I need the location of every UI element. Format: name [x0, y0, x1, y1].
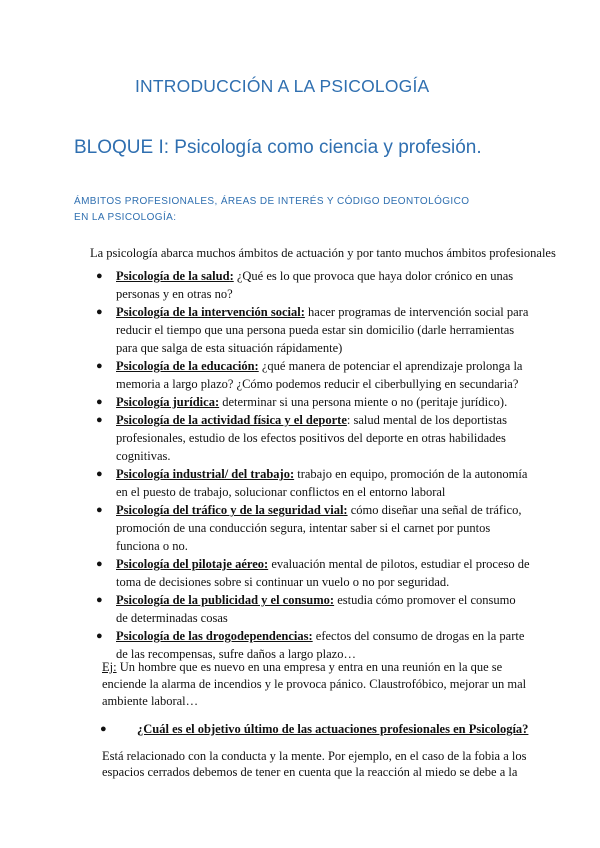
field-description: efectos del consumo de drogas en la parte de las recompensas, sufre daños a largo plazo…	[116, 629, 525, 662]
field-term: Psicología de la actividad física y el deporte	[116, 413, 347, 428]
list-item	[98, 556, 530, 592]
list-item	[98, 502, 530, 555]
field-description: determinar si una persona miente o no (peritaje jurídico).	[219, 395, 508, 410]
field-term: Psicología de las drogodependencias	[116, 629, 309, 644]
list-item	[98, 592, 530, 628]
field-term: Psicología jurídica	[116, 395, 215, 410]
field-term: Psicología de la salud	[116, 269, 230, 283]
section-heading	[74, 194, 474, 226]
bullet-icon: ●	[96, 468, 103, 481]
field-description: hacer programas de intervención social para reducir el tiempo que una persona pueda estar sin domicilio (darle herramientas para que salga de esta situación rápidamente)	[116, 305, 529, 355]
field-term: Psicología del tráfico y de la seguridad vial	[116, 503, 344, 518]
list-item	[98, 394, 530, 412]
example-text: Un hombre que es nuevo en una empresa y entra en una reunión en la que se enciende la alarma de incendios y le provoca pánico. Claustrofóbico, mejorar un mal ambiente laboral…	[102, 660, 527, 708]
field-description: cómo diseñar una señal de tráfico, promoción de una conducción segura, intentar saber si el carnet por puntos funciona o no.	[116, 503, 522, 553]
answer-paragraph: Está relacionado con la conducta y la mente. Por ejemplo, en el caso de la fobia a los espacios cerrados debemos de tener en cuenta que la reacción al miedo se debe a la	[102, 749, 527, 779]
field-term: Psicología del pilotaje aéreo	[116, 557, 265, 572]
field-description: ¿Qué es lo que provoca que haya dolor crónico en unas personas y en otras no?	[116, 269, 514, 301]
field-description: : salud mental de los deportistas profesionales, estudio de los efectos positivos del deporte en otras habilidades cognitivas.	[116, 413, 507, 463]
field-description: evaluación mental de pilotos, estudiar el proceso de toma de decisiones sobre si continuar un vuelo o no por seguridad.	[116, 557, 530, 590]
example-label: Ej:	[102, 660, 117, 674]
intro-paragraph: La psicología abarca muchos ámbitos de actuación y por tanto muchos ámbitos profesionales	[90, 246, 556, 260]
list-item	[98, 268, 530, 304]
field-term: Psicología industrial/ del trabajo:	[116, 467, 295, 482]
field-term: Psicología de la intervención social	[116, 305, 301, 320]
field-term-sep: :	[264, 557, 269, 572]
field-term: Psicología de la publicidad y el consumo	[116, 593, 330, 608]
bullet-icon: ●	[96, 504, 103, 517]
list-item	[98, 358, 530, 394]
section-heading-line1: ÁMBITOS PROFESIONALES, ÁREAS DE INTERÉS Y CÓDIGO DEONTOLÓGICO	[74, 196, 470, 207]
field-term-sep: :	[254, 358, 259, 373]
bullet-icon: ●	[100, 723, 107, 735]
field-term-sep: :	[308, 629, 313, 644]
field-term-sep: :	[229, 269, 234, 283]
field-term-sep: :	[300, 305, 305, 320]
list-item	[98, 412, 530, 465]
bullet-icon: ●	[96, 558, 103, 571]
example-paragraph	[102, 659, 532, 710]
bullet-icon: ●	[96, 630, 103, 643]
bullet-icon: ●	[96, 414, 103, 427]
field-list	[98, 268, 530, 665]
field-term-sep: :	[343, 503, 348, 518]
question-text: ¿Cuál es el objetivo último de las actuaciones profesionales en Psicología?	[137, 722, 529, 736]
list-item	[98, 304, 530, 357]
bullet-icon: ●	[96, 306, 103, 319]
field-description: estudia cómo promover el consumo de determinadas cosas	[116, 593, 516, 626]
bullet-icon: ●	[96, 270, 103, 282]
document-title: INTRODUCCIÓN A LA PSICOLOGÍA	[135, 76, 430, 96]
field-term: Psicología de la educación	[116, 358, 255, 373]
field-description: ¿qué manera de potenciar el aprendizaje prolonga la memoria a largo plazo? ¿Cómo podemos reducir el ciberbullying en secundaria?	[116, 358, 523, 391]
bullet-icon: ●	[96, 396, 103, 409]
field-term-sep: :	[214, 395, 220, 410]
bullet-icon: ●	[96, 594, 103, 607]
block-title: BLOQUE I: Psicología como ciencia y profesión.	[74, 137, 482, 158]
field-description: trabajo en equipo, promoción de la autonomía en el puesto de trabajo, solucionar conflictos en el entorno laboral	[116, 467, 528, 500]
list-item	[98, 466, 530, 502]
bullet-icon: ●	[96, 359, 103, 372]
field-term-sep: :	[329, 593, 335, 608]
section-heading-line2: EN LA PSICOLOGÍA:	[74, 212, 177, 223]
